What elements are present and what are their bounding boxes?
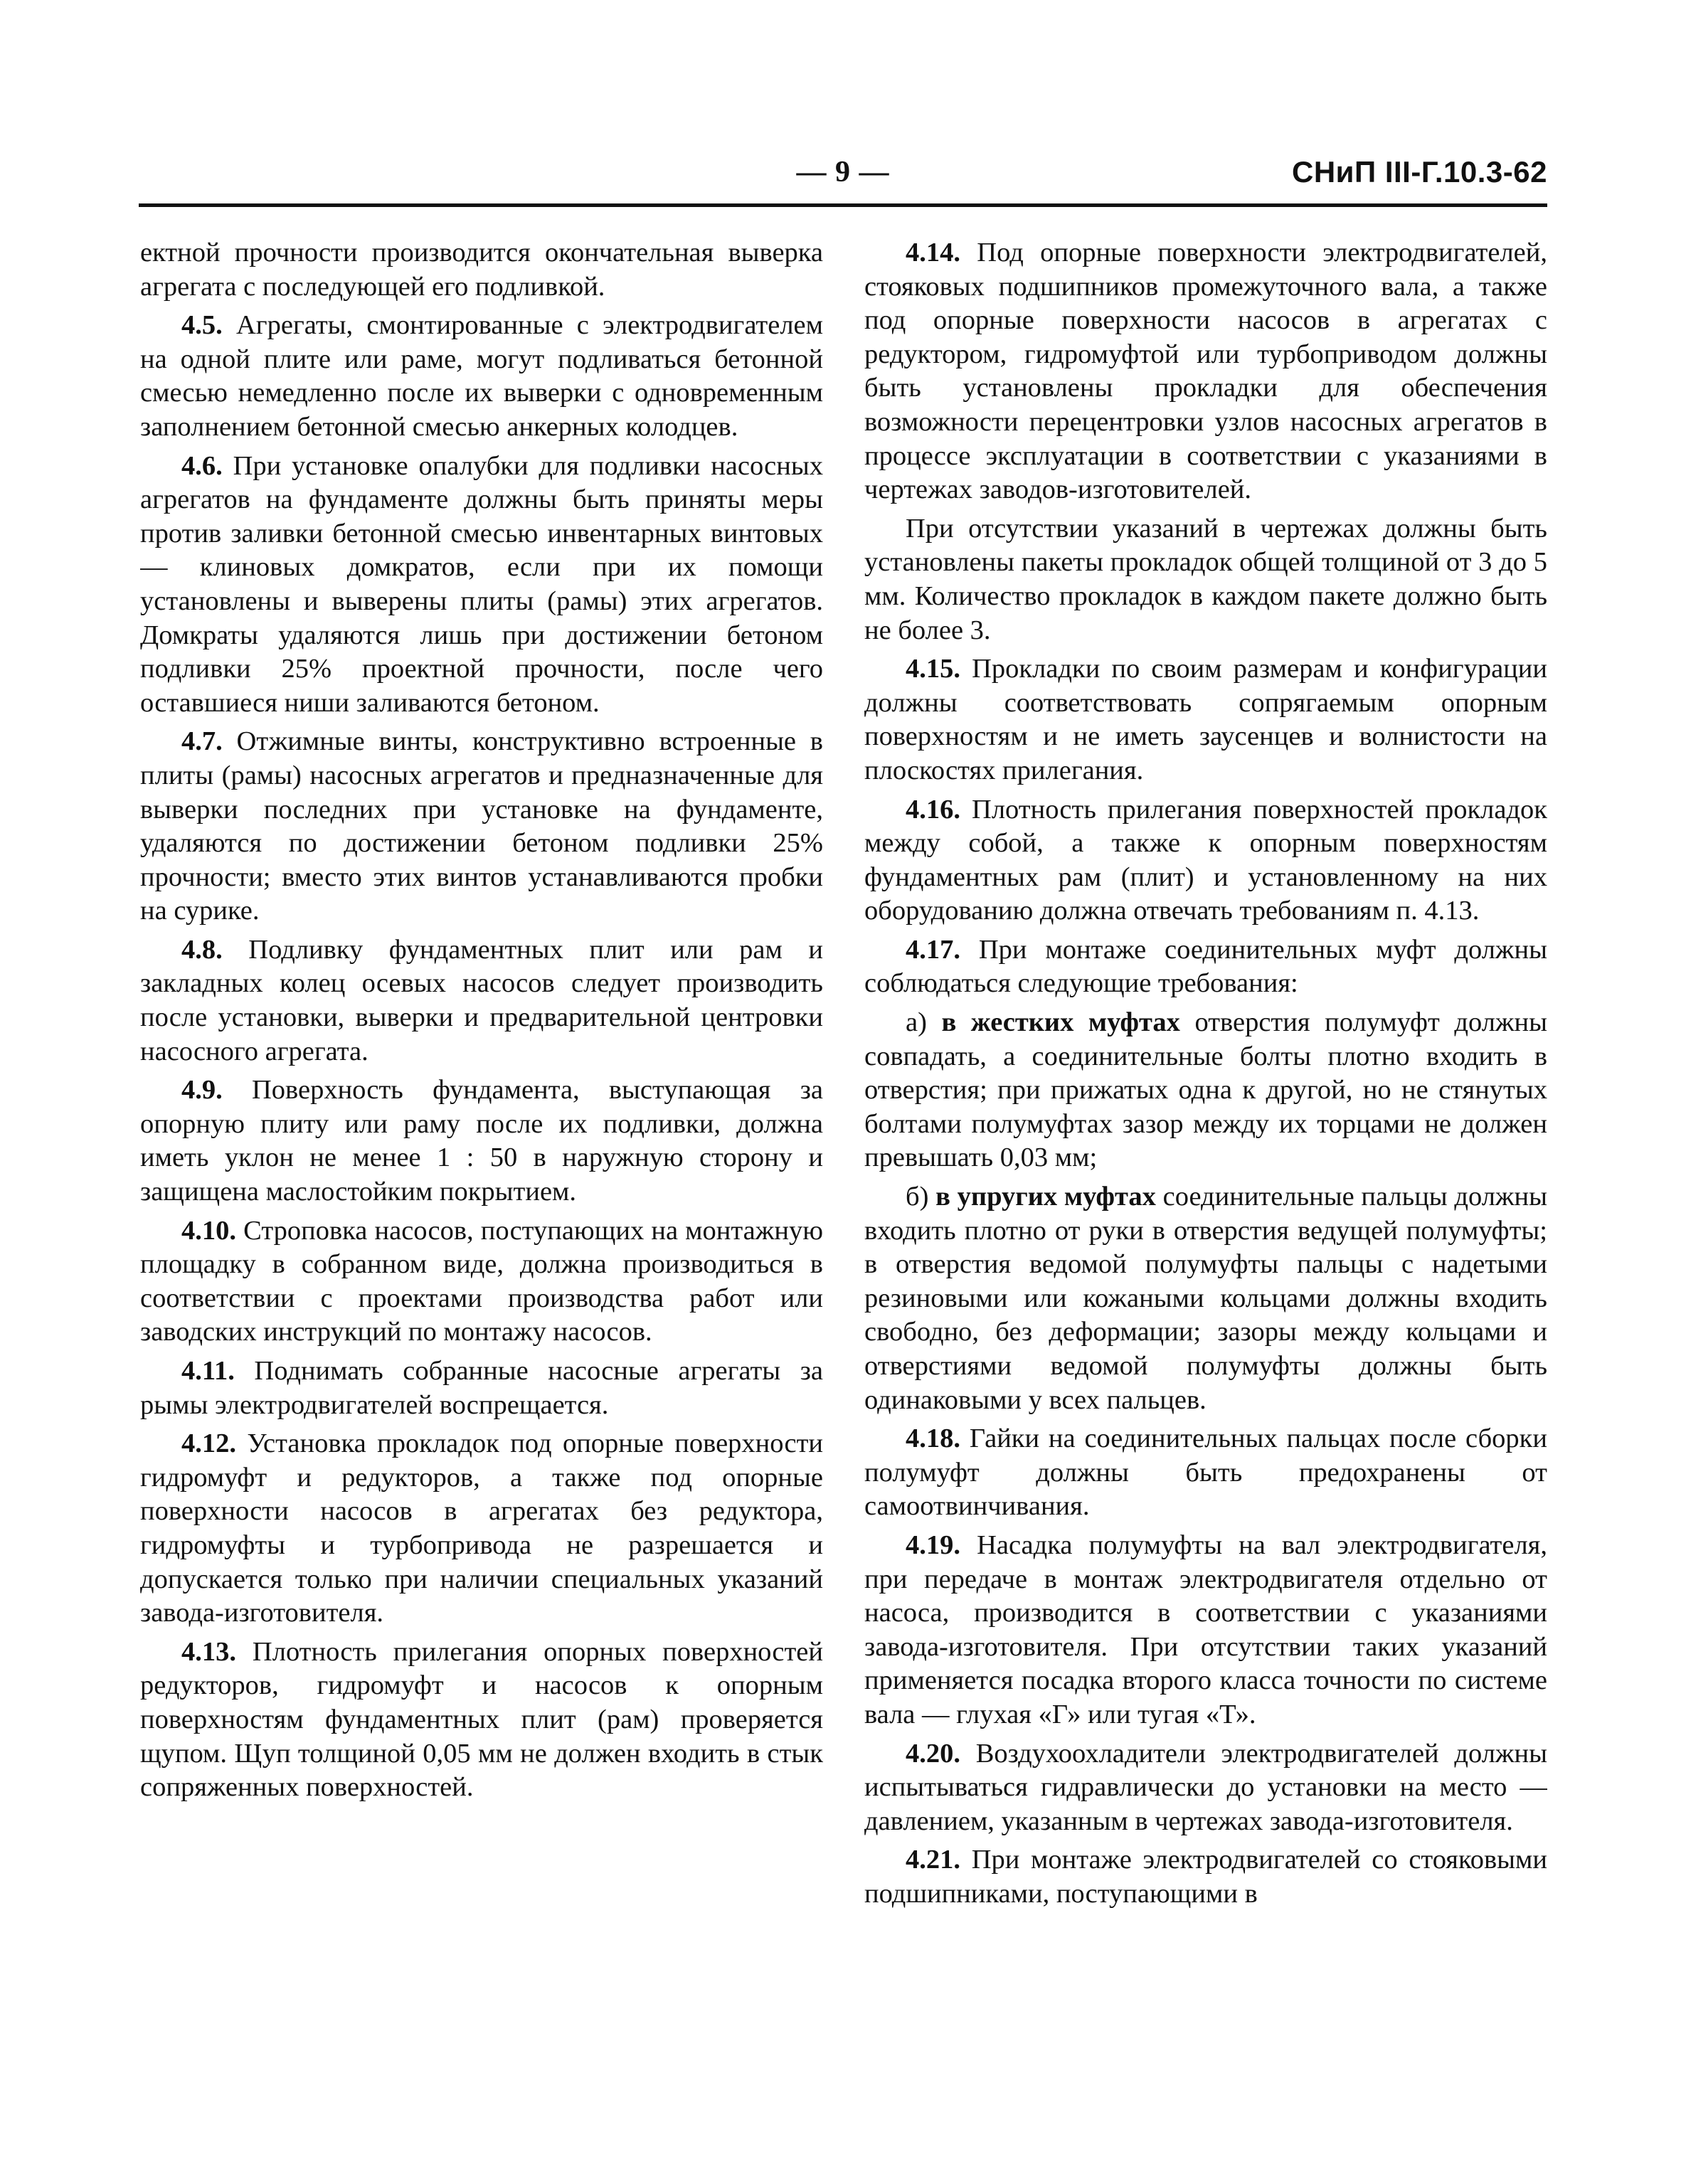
header-rule [139, 203, 1547, 207]
paragraph [864, 1180, 1547, 1417]
paragraph [864, 236, 1547, 507]
paragraph-text: Гайки на соединительных пальцах после сборки полумуфт должны быть предохранены от самоотвинчивания. [864, 1424, 1547, 1522]
clause-number: 4.13. [181, 1636, 236, 1667]
document-code: СНиП III-Г.10.3-62 [1291, 155, 1547, 189]
paragraph [864, 793, 1547, 928]
clause-number: 4.16. [906, 794, 960, 825]
paragraph [140, 450, 823, 721]
paragraph [140, 236, 823, 304]
paragraph [864, 933, 1547, 1001]
clause-number: 4.5. [181, 310, 223, 341]
clause-number: 4.12. [181, 1428, 236, 1459]
paragraph-text: При монтаже электродвигателей со стояковыми подшипниками, поступающими в [864, 1845, 1547, 1909]
clause-number: 4.20. [906, 1738, 960, 1769]
item-prefix: а) [906, 1007, 942, 1038]
paragraph-text: Насадка полумуфты на вал электродвигателя, при передаче в монтаж электродвигателя отдельно от насоса, производится в соответствии с указаниями завода-изготовителя. При отсутствии таких указаний применяется посадка второго класса точности по системе вала — глухая «Г» или тугая «Т». [864, 1530, 1547, 1729]
paragraph-text: Агрегаты, смонтированные с электродвигателем на одной плите или раме, могут подливаться бетонной смесью немедленно после их выверки с одновременным заполнением бетонной смесью анкерных колодцев. [140, 310, 823, 442]
clause-number: 4.14. [906, 238, 960, 267]
paragraph [140, 1427, 823, 1631]
paragraph [864, 652, 1547, 788]
page-header [139, 155, 1547, 198]
paragraph-text: Установка прокладок под опорные поверхности гидромуфт и редукторов, а также под опорные поверхности насосов в агрегатах без редуктора, гидромуфты и турбопривода не разрешается и допускается только при наличии специальных указаний завода-изготовителя. [140, 1428, 823, 1628]
paragraph-text: При монтаже соединительных муфт должны соблюдаться следующие требования: [864, 934, 1547, 999]
paragraph-text: отверстия полумуфт должны совпадать, а соединительные болты плотно входить в отверстия; при прижатых одна к другой, но не стянутых болтами полумуфтах зазор между их торцами не должен превышать 0,03 мм; [864, 1007, 1547, 1173]
paragraph [864, 1006, 1547, 1175]
left-column [140, 236, 823, 2029]
paragraph-text: соединительные пальцы должны входить плотно от руки в отверстия ведущей полумуфты; в отверстия ведомой полумуфты пальцы с надетыми резиновыми или кожаными кольцами должны входить свободно, без деформации; зазоры между кольцами и отверстиями ведомой полумуфты должны быть одинаковыми у всех пальцев. [864, 1182, 1547, 1415]
clause-number: 4.15. [906, 654, 960, 684]
paragraph [140, 1214, 823, 1350]
paragraph-text: При отсутствии указаний в чертежах должны быть установлены пакеты прокладок общей толщиной от 3 до 5 мм. Количество прокладок в каждом пакете должно быть не более 3. [864, 513, 1547, 645]
bold-term: в упругих муфтах [935, 1182, 1156, 1212]
paragraph-text: Строповка насосов, поступающих на монтажную площадку в собранном виде, должна производиться в соответствии с проектами производства работ или заводских инструкций по монтажу насосов. [140, 1215, 823, 1347]
paragraph-text: При установке опалубки для подливки насосных агрегатов на фундаменте должны быть приняты меры против заливки бетонной смесью инвентарных винтовых — клиновых домкратов, если при их помощи установлены и выверены плиты (рамы) этих агрегатов. Домкраты удаляются лишь при достижении бетоном подливки 25% проектной прочности, после чего оставшиеся ниши заливаются бетоном. [140, 450, 823, 718]
paragraph-text: Воздухоохладители электродвигателей должны испытываться гидравлически до установки на место — давлением, указанным в чертежах завода-изготовителя. [864, 1738, 1547, 1836]
clause-number: 4.19. [906, 1530, 960, 1560]
paragraph-text: Поверхность фундамента, выступающая за опорную плиту или раму после их подливки, должна иметь уклон не менее 1 : 50 в наружную сторону и защищена маслостойким покрытием. [140, 1075, 823, 1207]
paragraph-text: Под опорные поверхности электродвигателей, стояковых подшипников промежуточного вала, а также под опорные поверхности насосов в агрегатах с редуктором, гидромуфтой или турбоприводом должны быть установлены прокладки для обеспечения возможности перецентровки узлов насосных агрегатов в процессе эксплуатации в соответствии с указаниями в чертежах заводов-изготовителей. [864, 238, 1547, 505]
paragraph [140, 1355, 823, 1422]
page-number: — 9 — [796, 156, 890, 189]
paragraph [864, 1529, 1547, 1732]
paragraph-text: Плотность прилегания опорных поверхностей редукторов, гидромуфт и насосов к опорным поверхностям фундаментных плит (рам) проверяется щупом. Щуп толщиной 0,05 мм не должен входить в стык сопряженных поверхностей. [140, 1636, 823, 1803]
paragraph [140, 725, 823, 928]
paragraph [140, 933, 823, 1069]
paragraph [864, 1737, 1547, 1839]
clause-number: 4.10. [181, 1215, 236, 1246]
paragraph-text: Поднимать собранные насосные агрегаты за рымы электродвигателей воспрещается. [140, 1356, 823, 1420]
bold-term: в жестких муфтах [941, 1007, 1180, 1038]
paragraph-text: ектной прочности производится окончательная выверка агрегата с последующей его подливкой. [140, 238, 823, 302]
paragraph [864, 1422, 1547, 1524]
paragraph-text: Плотность прилегания поверхностей прокладок между собой, а также к опорным поверхностям фундаментных рам (плит) и установленному на них оборудованию должна отвечать требованиям п. 4.13. [864, 794, 1547, 926]
clause-number: 4.21. [906, 1845, 960, 1875]
paragraph [140, 1074, 823, 1209]
paragraph [864, 512, 1547, 647]
clause-number: 4.11. [181, 1356, 235, 1386]
clause-number: 4.9. [181, 1075, 223, 1106]
item-prefix: б) [906, 1182, 936, 1212]
clause-number: 4.17. [906, 934, 960, 965]
paragraph-text: Подливку фундаментных плит или рам и закладных колец осевых насосов следует производить после установки, выверки и предварительной центровки насосного агрегата. [140, 934, 823, 1066]
paragraph [140, 309, 823, 444]
right-column [864, 236, 1547, 2029]
clause-number: 4.8. [181, 934, 223, 965]
clause-number: 4.7. [181, 726, 223, 757]
paragraph [140, 1636, 823, 1805]
clause-number: 4.18. [906, 1424, 960, 1454]
paragraph-text: Прокладки по своим размерам и конфигурации должны соответствовать сопрягаемым опорным поверхностям и не иметь заусенцев и волнистости на плоскостях прилегания. [864, 654, 1547, 785]
paragraph-text: Отжимные винты, конструктивно встроенные в плиты (рамы) насосных агрегатов и предназначенные для выверки последних при установке на фундаменте, удаляются по достижении бетоном подливки 25% прочности; вместо этих винтов устанавливаются пробки на сурике. [140, 726, 823, 926]
paragraph [864, 1843, 1547, 1911]
clause-number: 4.6. [181, 450, 223, 481]
